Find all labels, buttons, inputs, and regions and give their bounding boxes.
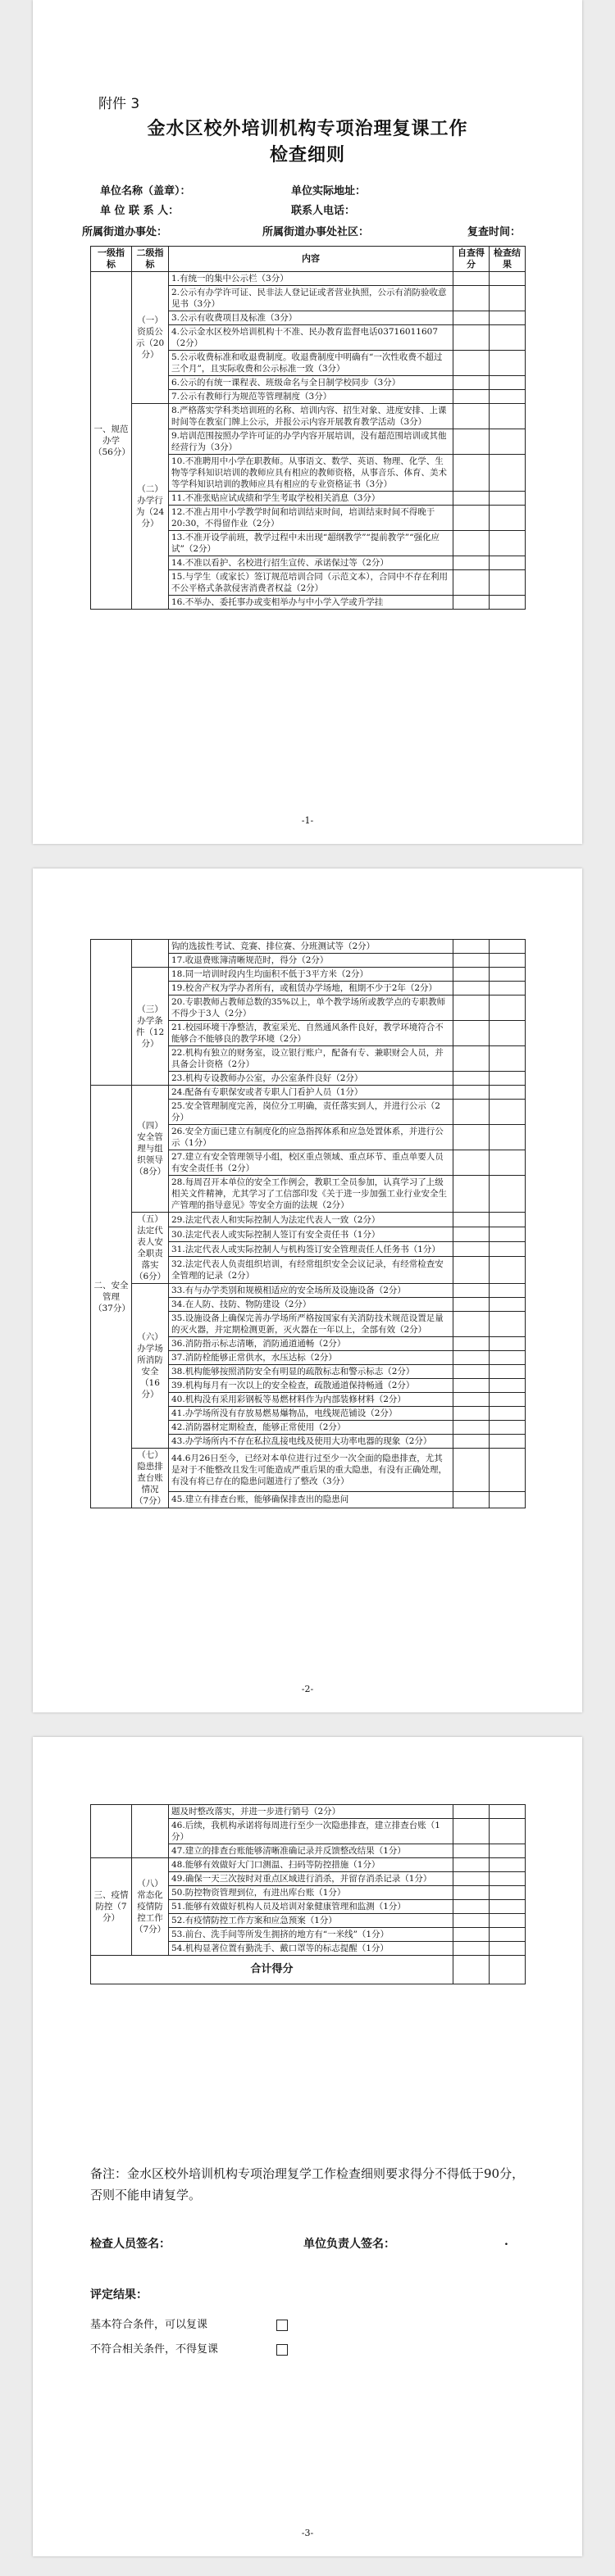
remark-text: 备注：金水区校外培训机构专项治理复学工作检查细则要求得分不得低于90分，否则不能申请复学。	[90, 2166, 525, 2202]
item-cell: 12.不准占用中小学教学时间和培训结束时间，培训结束时间不得晚于20:30，不得留作业（2分）	[169, 506, 453, 531]
result-option-pass[interactable]	[90, 2315, 288, 2331]
result-option-fail-label: 不符合相关条件，不得复课	[90, 2343, 219, 2356]
item-cell: 30.法定代表人或实际控制人签订有安全责任书（1分）	[169, 1227, 453, 1242]
table-row	[91, 940, 526, 954]
item-cell: 49.确保一天三次按时对重点区域进行消杀，并留存消杀记录（1分）	[169, 1872, 453, 1886]
header-check-result: 检查结果	[490, 247, 526, 272]
item-cell: 35.设施设备上确保完善办学场所严格按国家有关消防技术规范设置足量的灭火器，并定期检测更新，灭火器在一年以上，全部有效（2分）	[169, 1312, 453, 1337]
item-cell: 13.不准开设学前班，教学过程中未出现“超纲教学”“提前教学”“强化应试”（2分）	[169, 531, 453, 556]
item-cell: 4.公示金水区校外培训机构十不准、民办教育监督电话03716011607（2分）	[169, 325, 453, 351]
item-cell: 50.防控物资管理到位，有进出库台账（1分）	[169, 1886, 453, 1900]
item-cell: 37.消防栓能够正常供水，水压达标（2分）	[169, 1351, 453, 1365]
item-cell: 39.机构每月有一次以上的安全检查，疏散通道保持畅通（2分）	[169, 1379, 453, 1393]
checkbox-fail[interactable]	[276, 2344, 288, 2356]
table-row	[91, 968, 526, 982]
item-cell: 54.机构显著位置有勤洗手、戴口罩等的标志提醒（1分）	[169, 1942, 453, 1956]
item-cell: 19.校舍产权为学办者所有，或租赁办学场地，租期不少于2年（2分）	[169, 982, 453, 995]
item-cell: 8.严格落实学科类培训班的名称、培训内容、招生对象、进度安排、上课时间等在教室门牌上公示，并报公示内容开展教育教学活动（3分）	[169, 404, 453, 429]
table-row	[91, 404, 526, 429]
page-number: -1-	[301, 815, 314, 826]
header-content: 内容	[169, 247, 453, 272]
check-table-page2	[90, 939, 526, 1508]
item-cell: 24.配备有专职保安或者专职人门看护人员（1分）	[169, 1086, 453, 1100]
header-level1: 一级指标	[91, 247, 132, 272]
item-cell: 10.不准聘用中小学在职教师。从事语文、数学、英语、物理、化学、生物等学科知识培训的教师应具有相应的教师资格，从事音乐、体育、美术等学科知识培训的教师应具有相应的专业资格证书（3分）	[169, 455, 453, 492]
page-number: -2-	[301, 1684, 314, 1694]
item-cell: 46.后续，我机构承诺将每周进行至少一次隐患排查，建立排查台账（1分）	[169, 1819, 453, 1844]
item-cell: 3.公示有收费项目及标准（3分）	[169, 311, 453, 325]
item-cell: 38.机构能够按照消防安全有明显的疏散标志和警示标志（2分）	[169, 1365, 453, 1379]
page-2	[33, 868, 582, 1712]
subcategory-cell: （六）办学场所消防安全（16分）	[132, 1284, 169, 1449]
item-cell: 31.法定代表人或实际控制人与机构签订安全管理责任人任务书（1分）	[169, 1242, 453, 1257]
subcategory-cell: （三）办学条件（12分）	[132, 968, 169, 1086]
inspector-signature-label: 检查人员签名：	[90, 2238, 171, 2251]
signature-dot: .	[504, 2235, 508, 2248]
subcategory-cell: （八）常态化疫情防控工作（7分）	[132, 1858, 169, 1956]
subcategory-cell: （五）法定代表人安全职责落实（6分）	[132, 1213, 169, 1284]
item-cell: 7.公示有教师行为规范等管理制度（3分）	[169, 390, 453, 404]
table-row	[91, 1086, 526, 1100]
item-cell: 18.同一培训时段内生均面积不低于3平方米（2分）	[169, 968, 453, 982]
item-cell: 36.消防指示标志清晰，消防通道通畅（2分）	[169, 1337, 453, 1351]
table-header-row	[91, 247, 526, 272]
item-cell: 22.机构有独立的财务室，设立银行账户，配备有专、兼职财会人员，并具备会计资格（2分）	[169, 1046, 453, 1072]
table-row	[91, 1213, 526, 1227]
item-cell: 40.机构没有采用彩钢板等易燃材料作为内部装修材料（2分）	[169, 1393, 453, 1407]
item-cell: 29.法定代表人和实际控制人为法定代表人一致（2分）	[169, 1213, 453, 1227]
table-row	[91, 1858, 526, 1872]
item-cell: 51.能够有效做好机构人员及培训对象健康管理和监测（1分）	[169, 1900, 453, 1914]
category-cell: 一、规范办学（56分）	[91, 272, 132, 610]
check-table-page3	[90, 1804, 526, 1984]
item-cell: 45.建立有排查台账，能够确保排查出的隐患问	[169, 1491, 453, 1508]
unit-contact-label: 单 位 联 系 人：	[100, 205, 180, 217]
item-cell: 6.公示的有统一课程表、班级命名与全日制学校同步（3分）	[169, 376, 453, 390]
item-cell: 44.6月26日至今，已经对本单位进行过至少一次全面的隐患排查，尤其是对于不能整改且发生可能造成严重后果的重大隐患，有没有正确处理，有没有将已存在的隐患问题进行了整改（3分）	[169, 1449, 453, 1492]
item-cell: 27.建立有安全管理领导小组，校区重点领域、重点环节、重点单要人员有安全责任书（2分）	[169, 1150, 453, 1176]
page-number: -3-	[301, 2528, 314, 2538]
item-cell: 28.每周召开本单位的安全工作例会，教职工全员参加，认真学习了上级相关文件精神，尤其学习了工信部印发《关于进一步加强工业行业安全生产管理的指导意见》等安全方面的法规（2分）	[169, 1176, 453, 1213]
check-table-page1	[90, 246, 526, 610]
item-cell: 2.公示有办学许可证、民非法人登记证或者营业执照，公示有消防验收意见书（3分）	[169, 286, 453, 311]
item-cell: 52.有疫情防控工作方案和应急预案（1分）	[169, 1914, 453, 1928]
result-title: 评定结果：	[90, 2288, 148, 2302]
subcategory-cell: （一）资质公示（20分）	[132, 272, 169, 404]
attachment-label: 附件 3	[98, 96, 140, 112]
item-cell: 21.校园环境干净整洁，教室采光、自然通风条件良好，教学环境符合不能够合不能够良的教学环境（2分）	[169, 1021, 453, 1046]
contact-phone-label: 联系人电话：	[291, 205, 356, 217]
item-cell: 53.前台、洗手间等所发生拥挤的地方有“一米线”（1分）	[169, 1928, 453, 1942]
total-label: 合计得分	[91, 1956, 453, 1984]
header-level2: 二级指标	[132, 247, 169, 272]
community-label: 所属街道办事处社区：	[262, 226, 370, 238]
item-cell: 34.在人防、技防、物防建设（2分）	[169, 1298, 453, 1312]
item-cell: 33.有与办学类别和规模相适应的安全场所及设施设备（2分）	[169, 1284, 453, 1298]
doc-title-line2: 检查细则	[269, 145, 345, 166]
page-3	[33, 1737, 582, 2556]
review-time-label: 复查时间：	[467, 226, 522, 238]
item-cell: 11.不准张贴应试成绩和学生考取学校相关消息（3分）	[169, 492, 453, 506]
category-cell: 二、安全管理（37分）	[91, 1086, 132, 1508]
item-cell: 9.培训范围按照办学许可证的办学内容开展培训，没有超范围培训或其他经营行为（3分）	[169, 429, 453, 455]
total-row	[91, 1956, 526, 1984]
item-cell: 16.不举办、委托事办或变相举办与中小学入学或升学挂	[169, 596, 453, 610]
item-cell: 41.办学场所没有存放易燃易爆物品，电线规范铺设（2分）	[169, 1407, 453, 1421]
item-cell: 5.公示收费标准和收退费制度。收退费制度中明确有“一次性收费不超过三个月”，且实际收费和公示标准一致（3分）	[169, 351, 453, 376]
item-cell: 20.专职教师占教师总数的35%以上，单个教学场所或教学点的专职教师不得少于3人（2分）	[169, 995, 453, 1021]
unit-name-label: 单位名称（盖章）：	[100, 185, 191, 197]
subcategory-cell: （七）隐患排查台账情况（7分）	[132, 1449, 169, 1508]
item-cell: 1.有统一的集中公示栏（3分）	[169, 272, 453, 286]
office-label: 所属街道办事处：	[82, 226, 168, 238]
header-self-score: 自查得分	[453, 247, 490, 272]
table-row	[91, 1284, 526, 1298]
item-cell: 47.建立的排查台账能够清晰准确记录并反馈整改结果（1分）	[169, 1844, 453, 1858]
item-cell: 17.收退费账簿清晰规范时，得分（2分）	[169, 954, 453, 968]
result-option-fail[interactable]	[90, 2340, 288, 2356]
unit-address-label: 单位实际地址：	[291, 185, 367, 197]
item-cell: 14.不准以看护、名校进行招生宣传、承诺保过等（2分）	[169, 556, 453, 570]
subcategory-cell: （四）安全管理与组织领导（8分）	[132, 1086, 169, 1213]
doc-title-line1: 金水区校外培训机构专项治理复课工作	[147, 119, 468, 139]
checkbox-pass[interactable]	[276, 2320, 288, 2331]
page-1	[33, 0, 582, 844]
item-cell: 26.安全方面已建立有制度化的应急指挥体系和应急处置体系，并进行公示（1分）	[169, 1125, 453, 1150]
category-cell: 三、疫情防控（7分）	[91, 1858, 132, 1956]
subcategory-cell: （二）办学行为（24分）	[132, 404, 169, 610]
result-option-pass-label: 基本符合条件，可以复课	[90, 2319, 208, 2331]
item-cell: 42.消防器材定期检查，能够正常使用（2分）	[169, 1421, 453, 1435]
item-cell: 43.办学场所内不存在私拉乱接电线及使用大功率电器的现象（2分）	[169, 1435, 453, 1449]
table-row	[91, 1805, 526, 1819]
item-cell: 15.与学生（或家长）签订规范培训合同（示范文本），合同中不存在利用不公平格式条款侵害消费者权益（2分）	[169, 570, 453, 596]
item-cell: 23.机构专设教师办公室，办公室条件良好（2分）	[169, 1072, 453, 1086]
table-row	[91, 1449, 526, 1492]
leader-signature-label: 单位负责人签名：	[303, 2238, 395, 2251]
item-cell: 25.安全管理制度完善，岗位分工明确，责任落实到人，并进行公示（2分）	[169, 1100, 453, 1125]
table-row	[91, 272, 526, 286]
item-cell: 题及时整改落实，并进一步进行销号（2分）	[169, 1805, 453, 1819]
item-cell: 32.法定代表人负责组织培训，有经常组织安全会议记录，有经常检查安全管理的记录（2分）	[169, 1257, 453, 1284]
item-cell: 钩的选拔性考试、竞赛、排位赛、分班测试等（2分）	[169, 940, 453, 954]
item-cell: 48.能够有效做好大门口测温、扫码等防控措施（1分）	[169, 1858, 453, 1872]
